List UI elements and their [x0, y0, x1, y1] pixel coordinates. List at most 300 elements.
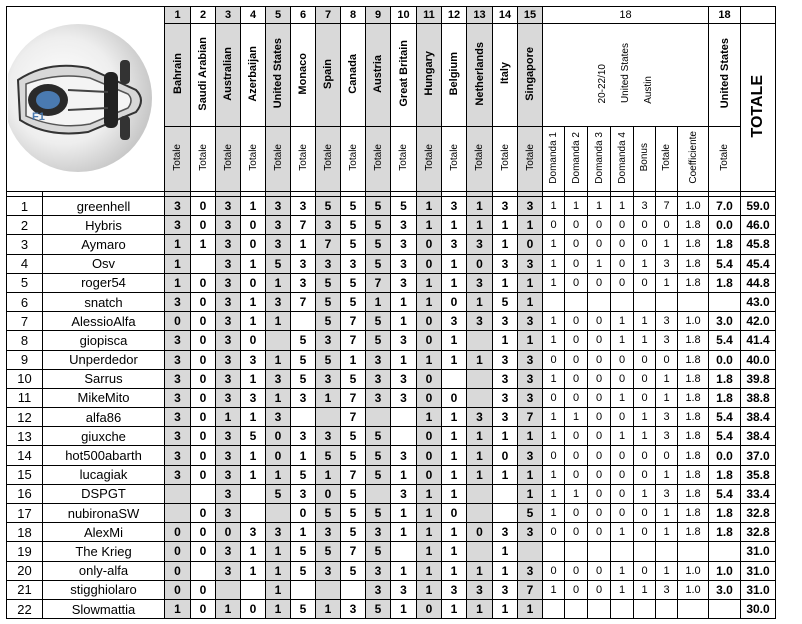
race-score: 3 — [241, 350, 266, 369]
event18-value: 0 — [656, 216, 678, 235]
race-score: 3 — [391, 273, 417, 292]
event18-value: 1.8 — [678, 216, 709, 235]
race-score: 3 — [266, 216, 291, 235]
race-score: 1 — [391, 523, 417, 542]
event18-value: 1 — [634, 484, 656, 503]
event18-value: 0 — [588, 331, 611, 350]
race-name — [165, 24, 191, 127]
race-score: 1 — [216, 599, 241, 618]
event18-value: 1 — [565, 484, 588, 503]
position: 18 — [7, 523, 43, 542]
race-number: 3 — [216, 7, 241, 24]
event18-value: 0 — [588, 312, 611, 331]
event18-value — [611, 542, 634, 561]
race-score: 3 — [316, 427, 341, 446]
event18-value — [588, 292, 611, 311]
race-score — [191, 484, 216, 503]
race-score — [165, 504, 191, 523]
race-score: 3 — [266, 197, 291, 216]
sub-label: Totale — [266, 127, 291, 192]
race-score: 1 — [241, 465, 266, 484]
race-score: 5 — [266, 254, 291, 273]
race-score: 5 — [366, 427, 391, 446]
race-number: 6 — [291, 7, 316, 24]
table-row — [7, 599, 776, 618]
grand-total: 41.4 — [741, 331, 776, 350]
race-score: 1 — [391, 465, 417, 484]
position: 15 — [7, 465, 43, 484]
race-score: 1 — [417, 542, 442, 561]
race-score: 1 — [266, 599, 291, 618]
player-name: Sarrus — [43, 369, 165, 388]
race-score: 0 — [191, 446, 216, 465]
player-name: DSPGT — [43, 484, 165, 503]
position: 21 — [7, 580, 43, 599]
event18-value: 0 — [565, 580, 588, 599]
table-row — [7, 523, 776, 542]
race-score: 3 — [493, 369, 518, 388]
race-score: 3 — [493, 408, 518, 427]
race-score: 3 — [165, 197, 191, 216]
player-name: The Krieg — [43, 542, 165, 561]
race-score: 5 — [366, 465, 391, 484]
event18-value: 0 — [543, 388, 565, 407]
race-score: 3 — [518, 388, 543, 407]
race-score: 1 — [493, 561, 518, 580]
race-score: 3 — [391, 216, 417, 235]
event18-value: 0 — [565, 216, 588, 235]
sub-label: Totale — [241, 127, 266, 192]
event18-value — [565, 292, 588, 311]
event18-value: 0 — [543, 523, 565, 542]
race-score: 1 — [467, 599, 493, 618]
event18-total: 3.0 — [709, 580, 741, 599]
race-name-label: Hungary — [423, 51, 435, 96]
position: 11 — [7, 388, 43, 407]
race-score — [216, 580, 241, 599]
race-score: 0 — [191, 292, 216, 311]
event18-value: 1.8 — [678, 523, 709, 542]
race-score: 5 — [291, 561, 316, 580]
event18-value: 1.8 — [678, 446, 709, 465]
race-score: 1 — [442, 273, 467, 292]
event18-value: 1 — [543, 312, 565, 331]
table-row — [7, 292, 776, 311]
race-score: 3 — [165, 408, 191, 427]
race-score: 5 — [366, 312, 391, 331]
race-score: 1 — [442, 427, 467, 446]
event18-value: 3 — [656, 331, 678, 350]
race-score: 0 — [191, 580, 216, 599]
event18-value: 0 — [634, 369, 656, 388]
event18-value: 0 — [588, 484, 611, 503]
player-name: Slowmattia — [43, 599, 165, 618]
race-score: 1 — [493, 542, 518, 561]
race-score — [493, 484, 518, 503]
race-score — [266, 504, 291, 523]
f1-car-logo — [8, 20, 164, 180]
race-score: 1 — [266, 312, 291, 331]
event18-value: 1.8 — [678, 465, 709, 484]
grand-total: 33.4 — [741, 484, 776, 503]
race-score: 1 — [442, 216, 467, 235]
sub-label: Totale — [493, 127, 518, 192]
event18-value: 1 — [611, 580, 634, 599]
event18-value: 1 — [656, 388, 678, 407]
player-name: hot500abarth — [43, 446, 165, 465]
event18-total: 1.8 — [709, 235, 741, 254]
race-score: 0 — [417, 312, 442, 331]
race-score: 1 — [316, 599, 341, 618]
race-score: 1 — [241, 197, 266, 216]
player-name: Hybris — [43, 216, 165, 235]
race-score: 0 — [191, 542, 216, 561]
race-score: 3 — [216, 331, 241, 350]
player-name: giopisca — [43, 331, 165, 350]
race-name-label: Belgium — [448, 51, 460, 96]
race-score: 5 — [291, 542, 316, 561]
race-score: 0 — [165, 312, 191, 331]
event18-total: 1.8 — [709, 388, 741, 407]
race-score: 5 — [366, 235, 391, 254]
race-score: 3 — [216, 254, 241, 273]
event18-value: 1 — [611, 331, 634, 350]
race-score: 1 — [467, 216, 493, 235]
sub-label: Totale — [417, 127, 442, 192]
race-score: 1 — [165, 235, 191, 254]
race-score: 0 — [191, 312, 216, 331]
race-score: 3 — [493, 350, 518, 369]
race-score: 3 — [291, 273, 316, 292]
race-number: 8 — [341, 7, 366, 24]
race-score: 1 — [191, 235, 216, 254]
race-name — [391, 24, 417, 127]
race-score: 7 — [341, 465, 366, 484]
race-score — [316, 408, 341, 427]
race-score: 3 — [291, 197, 316, 216]
event18-value: 1.0 — [678, 312, 709, 331]
race-score: 3 — [216, 542, 241, 561]
race-score: 1 — [391, 292, 417, 311]
event18-value — [634, 599, 656, 618]
sub-label: Totale — [216, 127, 241, 192]
race-score: 1 — [165, 599, 191, 618]
event18-value: 0 — [611, 254, 634, 273]
race-score — [241, 484, 266, 503]
table-row — [7, 273, 776, 292]
race-name — [493, 24, 518, 127]
race-score: 3 — [216, 273, 241, 292]
race-score: 3 — [216, 369, 241, 388]
grand-total: 39.8 — [741, 369, 776, 388]
race-score: 1 — [518, 427, 543, 446]
event18-value — [656, 542, 678, 561]
event18-value: 0 — [588, 446, 611, 465]
race-score: 5 — [341, 561, 366, 580]
event18-value: 0 — [565, 427, 588, 446]
event18-column: Domanda 4 — [611, 127, 634, 192]
event18-value: 1.8 — [678, 427, 709, 446]
race-score: 5 — [316, 197, 341, 216]
event18-value: 0 — [565, 388, 588, 407]
race-score: 3 — [391, 235, 417, 254]
race-name-label: Australian — [222, 46, 234, 101]
event18-value: 0 — [634, 561, 656, 580]
race-score: 5 — [366, 504, 391, 523]
race-score: 3 — [467, 408, 493, 427]
race-score: 3 — [493, 312, 518, 331]
race-score: 5 — [316, 350, 341, 369]
race-score: 0 — [417, 599, 442, 618]
race-score — [442, 369, 467, 388]
event18-value: 1 — [543, 235, 565, 254]
position: 7 — [7, 312, 43, 331]
player-name: lucagiak — [43, 465, 165, 484]
event18-value: 1 — [634, 312, 656, 331]
race-score — [191, 561, 216, 580]
race-score: 3 — [366, 350, 391, 369]
race-score: 1 — [241, 542, 266, 561]
race-score: 5 — [493, 292, 518, 311]
race-score: 1 — [518, 599, 543, 618]
player-name: MikeMito — [43, 388, 165, 407]
race-score: 1 — [518, 484, 543, 503]
position: 16 — [7, 484, 43, 503]
event18-total: 1.8 — [709, 273, 741, 292]
player-name: roger54 — [43, 273, 165, 292]
race-score — [241, 580, 266, 599]
race-score: 1 — [291, 523, 316, 542]
race-score: 0 — [191, 504, 216, 523]
event18-value: 0 — [588, 388, 611, 407]
race-number: 9 — [366, 7, 391, 24]
event18-value: 1 — [611, 523, 634, 542]
event18-value: 0 — [565, 350, 588, 369]
race-score: 5 — [316, 312, 341, 331]
race-score — [467, 504, 493, 523]
race-score: 0 — [191, 408, 216, 427]
race-name — [366, 24, 391, 127]
player-name: AlexMi — [43, 523, 165, 542]
race-score: 3 — [165, 216, 191, 235]
race-score — [366, 408, 391, 427]
race-score: 1 — [266, 350, 291, 369]
table-row — [7, 216, 776, 235]
event18-total: 1.8 — [709, 465, 741, 484]
race-name-label: Canada — [347, 53, 359, 94]
race-name-label: Saudi Arabian — [197, 36, 209, 111]
race-score — [165, 484, 191, 503]
race-number: 14 — [493, 7, 518, 24]
event18-value — [656, 292, 678, 311]
race-score: 5 — [291, 599, 316, 618]
event18-value: 0 — [611, 408, 634, 427]
event18-value: 1.0 — [678, 561, 709, 580]
svg-text:F1: F1 — [32, 111, 45, 123]
event18-total: 0.0 — [709, 446, 741, 465]
race-score: 3 — [518, 561, 543, 580]
event18-value: 0 — [588, 408, 611, 427]
race-score: 7 — [291, 292, 316, 311]
race-score: 1 — [442, 350, 467, 369]
race-score: 0 — [191, 216, 216, 235]
player-name: only-alfa — [43, 561, 165, 580]
race-score: 1 — [417, 580, 442, 599]
table-row — [7, 484, 776, 503]
event18-value: 0 — [611, 216, 634, 235]
player-name: Unperdedor — [43, 350, 165, 369]
player-name: nubironaSW — [43, 504, 165, 523]
event18-value: 0 — [565, 369, 588, 388]
event18-value: 0 — [611, 484, 634, 503]
position: 10 — [7, 369, 43, 388]
race-score: 0 — [467, 523, 493, 542]
player-name: snatch — [43, 292, 165, 311]
race-score: 3 — [493, 388, 518, 407]
table-row — [7, 561, 776, 580]
race-score — [266, 331, 291, 350]
race-score — [467, 331, 493, 350]
race-score: 3 — [391, 484, 417, 503]
event18-city: Austin — [643, 75, 654, 104]
event18-value — [588, 542, 611, 561]
race-score: 3 — [291, 484, 316, 503]
event18-value — [678, 292, 709, 311]
event18-value: 1 — [543, 254, 565, 273]
race-score: 0 — [191, 465, 216, 484]
race-score: 3 — [366, 580, 391, 599]
race-score: 0 — [241, 235, 266, 254]
race-number: 11 — [417, 7, 442, 24]
race-name-label: Great Britain — [397, 40, 410, 107]
grand-total: 45.8 — [741, 235, 776, 254]
race-score: 5 — [316, 542, 341, 561]
race-score: 0 — [191, 197, 216, 216]
race-score: 5 — [341, 216, 366, 235]
race-score: 0 — [191, 369, 216, 388]
race-score: 7 — [341, 542, 366, 561]
race-score: 1 — [467, 197, 493, 216]
race-name — [216, 24, 241, 127]
event18-value: 1 — [565, 197, 588, 216]
event18-column: Bonus — [634, 127, 656, 192]
race-score: 0 — [216, 523, 241, 542]
table-row — [7, 350, 776, 369]
event18-total: 1.0 — [709, 561, 741, 580]
event18-value: 1.8 — [678, 408, 709, 427]
race-score: 3 — [366, 523, 391, 542]
race-score: 1 — [493, 331, 518, 350]
race-score: 3 — [216, 216, 241, 235]
race-score: 3 — [216, 292, 241, 311]
race-score: 1 — [316, 388, 341, 407]
race-score: 3 — [442, 197, 467, 216]
event18-value — [611, 599, 634, 618]
race-score: 3 — [241, 388, 266, 407]
position: 5 — [7, 273, 43, 292]
race-score: 0 — [191, 331, 216, 350]
event18-value: 1 — [656, 465, 678, 484]
event18-value: 0 — [588, 216, 611, 235]
event18-value: 1.8 — [678, 254, 709, 273]
position: 20 — [7, 561, 43, 580]
event18-value: 1.8 — [678, 504, 709, 523]
race-name — [417, 24, 442, 127]
race-score: 7 — [341, 408, 366, 427]
event18-number: 18 — [543, 7, 709, 24]
race-score: 5 — [366, 446, 391, 465]
race-score — [467, 388, 493, 407]
event18-value: 1 — [611, 561, 634, 580]
event18-value: 0 — [634, 446, 656, 465]
event18-value: 1 — [634, 331, 656, 350]
race-score: 1 — [165, 273, 191, 292]
race-score: 5 — [316, 446, 341, 465]
event18-value: 0 — [611, 504, 634, 523]
race-score: 3 — [266, 235, 291, 254]
event18-country: United States — [620, 43, 631, 104]
race-score: 7 — [341, 312, 366, 331]
race-score: 3 — [216, 388, 241, 407]
event18-value: 3 — [656, 580, 678, 599]
race-score: 1 — [467, 292, 493, 311]
race-score: 3 — [391, 369, 417, 388]
race-score: 1 — [417, 350, 442, 369]
race-score: 3 — [391, 580, 417, 599]
event18-value: 0 — [588, 369, 611, 388]
race-name — [442, 24, 467, 127]
race-score: 0 — [165, 542, 191, 561]
grand-total-label: TOTALE — [749, 74, 766, 138]
race-score: 1 — [266, 465, 291, 484]
position: 1 — [7, 197, 43, 216]
race-score: 5 — [316, 273, 341, 292]
race-score: 0 — [241, 331, 266, 350]
race-score: 1 — [493, 273, 518, 292]
grand-total: 40.0 — [741, 350, 776, 369]
event18-value: 0 — [611, 446, 634, 465]
race-score: 1 — [442, 408, 467, 427]
player-name: alfa86 — [43, 408, 165, 427]
race-score: 3 — [391, 254, 417, 273]
grand-total: 38.4 — [741, 427, 776, 446]
race-score: 1 — [467, 465, 493, 484]
race-score: 0 — [417, 254, 442, 273]
player-name: greenhell — [43, 197, 165, 216]
race-number: 10 — [391, 7, 417, 24]
race-score: 5 — [366, 331, 391, 350]
race-score: 3 — [241, 523, 266, 542]
race-score: 5 — [291, 465, 316, 484]
race-number: 5 — [266, 7, 291, 24]
race-score: 1 — [518, 216, 543, 235]
race-score: 1 — [417, 197, 442, 216]
race-score: 1 — [417, 484, 442, 503]
race-score: 1 — [391, 599, 417, 618]
event18-value: 0 — [565, 331, 588, 350]
event18-value: 0 — [565, 561, 588, 580]
race-number: 13 — [467, 7, 493, 24]
event18-value: 1 — [611, 427, 634, 446]
race-score: 3 — [266, 369, 291, 388]
race-score: 5 — [341, 484, 366, 503]
grand-total: 46.0 — [741, 216, 776, 235]
race-score: 3 — [165, 388, 191, 407]
race-score: 0 — [493, 446, 518, 465]
race-score: 1 — [241, 561, 266, 580]
race-score: 1 — [417, 292, 442, 311]
position: 2 — [7, 216, 43, 235]
